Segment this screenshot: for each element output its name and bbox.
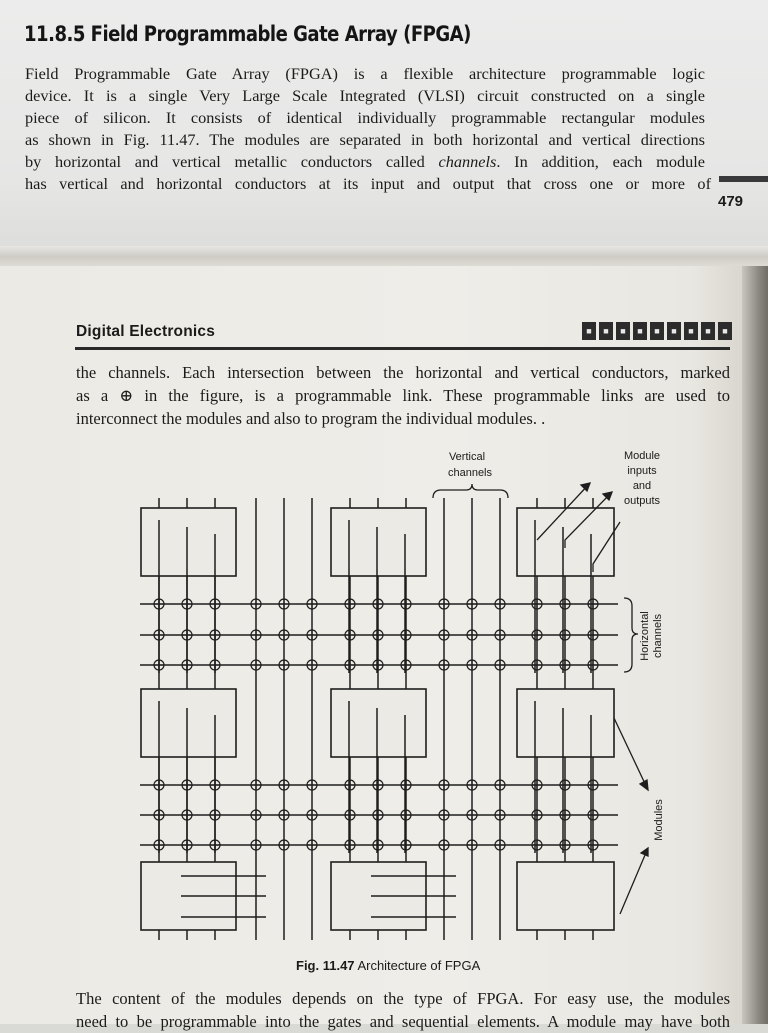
chapter-thumb-tab bbox=[719, 176, 768, 182]
module-io-label: outputs bbox=[623, 495, 661, 507]
paragraph-line: Field Programmable Gate Array (FPGA) is a flexible architecture programmable logic bbox=[25, 64, 705, 83]
programmable-link bbox=[560, 840, 570, 850]
programmable-link bbox=[532, 810, 542, 820]
paragraph-line: has vertical and horizontal conductors at its input and output that cross one or more of bbox=[25, 174, 711, 193]
logic-module bbox=[141, 508, 236, 576]
programmable-link bbox=[307, 660, 317, 670]
programmable-link bbox=[279, 630, 289, 640]
arrowhead bbox=[603, 492, 612, 500]
programmable-link bbox=[495, 599, 505, 609]
programmable-link bbox=[401, 599, 411, 609]
programmable-link bbox=[532, 780, 542, 790]
programmable-link bbox=[588, 780, 598, 790]
programmable-link bbox=[560, 810, 570, 820]
paragraph-line: the channels. Each intersection between the horizontal and vertical conductors, marked bbox=[76, 363, 730, 382]
paragraph-line: piece of silicon. It consists of identical individually programmable rectangular modules bbox=[25, 108, 705, 127]
programmable-link bbox=[401, 840, 411, 850]
programmable-link bbox=[560, 660, 570, 670]
logic-module bbox=[517, 862, 614, 930]
programmable-link bbox=[495, 840, 505, 850]
horizontal-channels-label: channels bbox=[652, 613, 664, 659]
paragraph-line: The content of the modules depends on the type of FPGA. For easy use, the modules bbox=[76, 989, 730, 1008]
paragraph-line: device. It is a single Very Large Scale Integrated (VLSI) circuit constructed on a single bbox=[25, 86, 705, 105]
programmable-link bbox=[439, 780, 449, 790]
programmable-link bbox=[467, 780, 477, 790]
programmable-link bbox=[251, 630, 261, 640]
programmable-link bbox=[495, 630, 505, 640]
programmable-link bbox=[345, 599, 355, 609]
programmable-link bbox=[588, 660, 598, 670]
section-heading: 11.8.5 Field Programmable Gate Array (FPGA) bbox=[24, 22, 471, 46]
header-decoration: ■ ■ ■ ■ ■ ■ ■ ■ ■ bbox=[582, 322, 732, 340]
previous-page bbox=[0, 0, 768, 258]
programmable-link bbox=[495, 810, 505, 820]
emphasis-text: channels bbox=[438, 152, 497, 171]
programmable-link bbox=[560, 780, 570, 790]
programmable-link bbox=[401, 660, 411, 670]
programmable-link bbox=[439, 599, 449, 609]
figure-title: Architecture of FPGA bbox=[354, 958, 481, 973]
programmable-link bbox=[532, 599, 542, 609]
vertical-channels-label: channels bbox=[447, 467, 493, 479]
programmable-link bbox=[345, 660, 355, 670]
programmable-link bbox=[588, 599, 598, 609]
programmable-link bbox=[251, 599, 261, 609]
programmable-link bbox=[373, 660, 383, 670]
programmable-link bbox=[373, 840, 383, 850]
programmable-link bbox=[495, 780, 505, 790]
programmable-link bbox=[279, 780, 289, 790]
logic-module bbox=[331, 689, 426, 757]
modules-arrow bbox=[614, 718, 648, 790]
programmable-link bbox=[345, 630, 355, 640]
paragraph-line: as a ⊕ in the figure, is a programmable link. These programmable links are used to bbox=[76, 386, 730, 405]
programmable-link bbox=[373, 810, 383, 820]
programmable-link bbox=[495, 660, 505, 670]
programmable-link bbox=[401, 780, 411, 790]
programmable-link bbox=[345, 780, 355, 790]
module-io-label: and bbox=[632, 480, 652, 492]
programmable-link bbox=[439, 630, 449, 640]
programmable-link bbox=[401, 630, 411, 640]
programmable-link bbox=[588, 840, 598, 850]
paragraph-line: interconnect the modules and also to program the individual modules. . bbox=[76, 409, 546, 428]
programmable-link bbox=[439, 840, 449, 850]
programmable-link bbox=[279, 660, 289, 670]
vertical-channels-brace bbox=[433, 484, 508, 498]
horizontal-channels-brace bbox=[624, 598, 638, 672]
programmable-link bbox=[307, 840, 317, 850]
programmable-link bbox=[560, 630, 570, 640]
programmable-link bbox=[439, 810, 449, 820]
programmable-link bbox=[279, 840, 289, 850]
programmable-link bbox=[279, 599, 289, 609]
programmable-link bbox=[279, 810, 289, 820]
fpga-architecture-figure bbox=[0, 440, 742, 955]
horizontal-channels-label: Horizontal bbox=[639, 611, 651, 661]
programmable-link bbox=[467, 840, 477, 850]
programmable-link bbox=[560, 599, 570, 609]
vertical-channels-label: Vertical bbox=[448, 451, 486, 463]
arrowhead bbox=[581, 483, 590, 491]
arrowhead bbox=[640, 780, 648, 790]
programmable-link bbox=[532, 840, 542, 850]
programmable-link bbox=[251, 780, 261, 790]
module-io-label: inputs bbox=[627, 465, 657, 477]
header-rule bbox=[75, 347, 730, 350]
programmable-link bbox=[588, 810, 598, 820]
logic-module bbox=[517, 689, 614, 757]
programmable-link bbox=[439, 660, 449, 670]
modules-arrow bbox=[620, 848, 648, 914]
programmable-link bbox=[373, 599, 383, 609]
programmable-link bbox=[532, 630, 542, 640]
programmable-link bbox=[251, 810, 261, 820]
programmable-link bbox=[345, 840, 355, 850]
programmable-link bbox=[307, 780, 317, 790]
programmable-link bbox=[307, 630, 317, 640]
programmable-link bbox=[251, 840, 261, 850]
figure-number: Fig. 11.47 bbox=[296, 958, 355, 973]
programmable-link bbox=[373, 780, 383, 790]
programmable-link bbox=[307, 810, 317, 820]
paragraph-line: need to be programmable into the gates and sequential elements. A module may have both bbox=[76, 1012, 730, 1031]
programmable-link bbox=[307, 599, 317, 609]
arrowhead bbox=[641, 848, 648, 856]
logic-module bbox=[331, 508, 426, 576]
paragraph-line: as shown in Fig. 11.47. The modules are separated in both horizontal and vertical directions bbox=[25, 130, 705, 149]
programmable-link bbox=[467, 630, 477, 640]
module-io-label: Module bbox=[623, 450, 661, 462]
programmable-link bbox=[588, 630, 598, 640]
figure-caption bbox=[296, 958, 480, 973]
programmable-link bbox=[401, 810, 411, 820]
programmable-link bbox=[467, 599, 477, 609]
modules-label: Modules bbox=[653, 799, 665, 841]
page-edge-shadow bbox=[742, 266, 768, 1024]
logic-module bbox=[141, 689, 236, 757]
paragraph-line: by horizontal and vertical metallic conductors called channels. In addition, each module bbox=[25, 152, 705, 171]
programmable-link bbox=[467, 660, 477, 670]
programmable-link bbox=[467, 810, 477, 820]
page-number: 479 bbox=[718, 193, 744, 210]
programmable-link bbox=[373, 630, 383, 640]
running-head: Digital Electronics bbox=[76, 323, 216, 340]
programmable-link bbox=[532, 660, 542, 670]
programmable-link bbox=[251, 660, 261, 670]
programmable-link bbox=[345, 810, 355, 820]
